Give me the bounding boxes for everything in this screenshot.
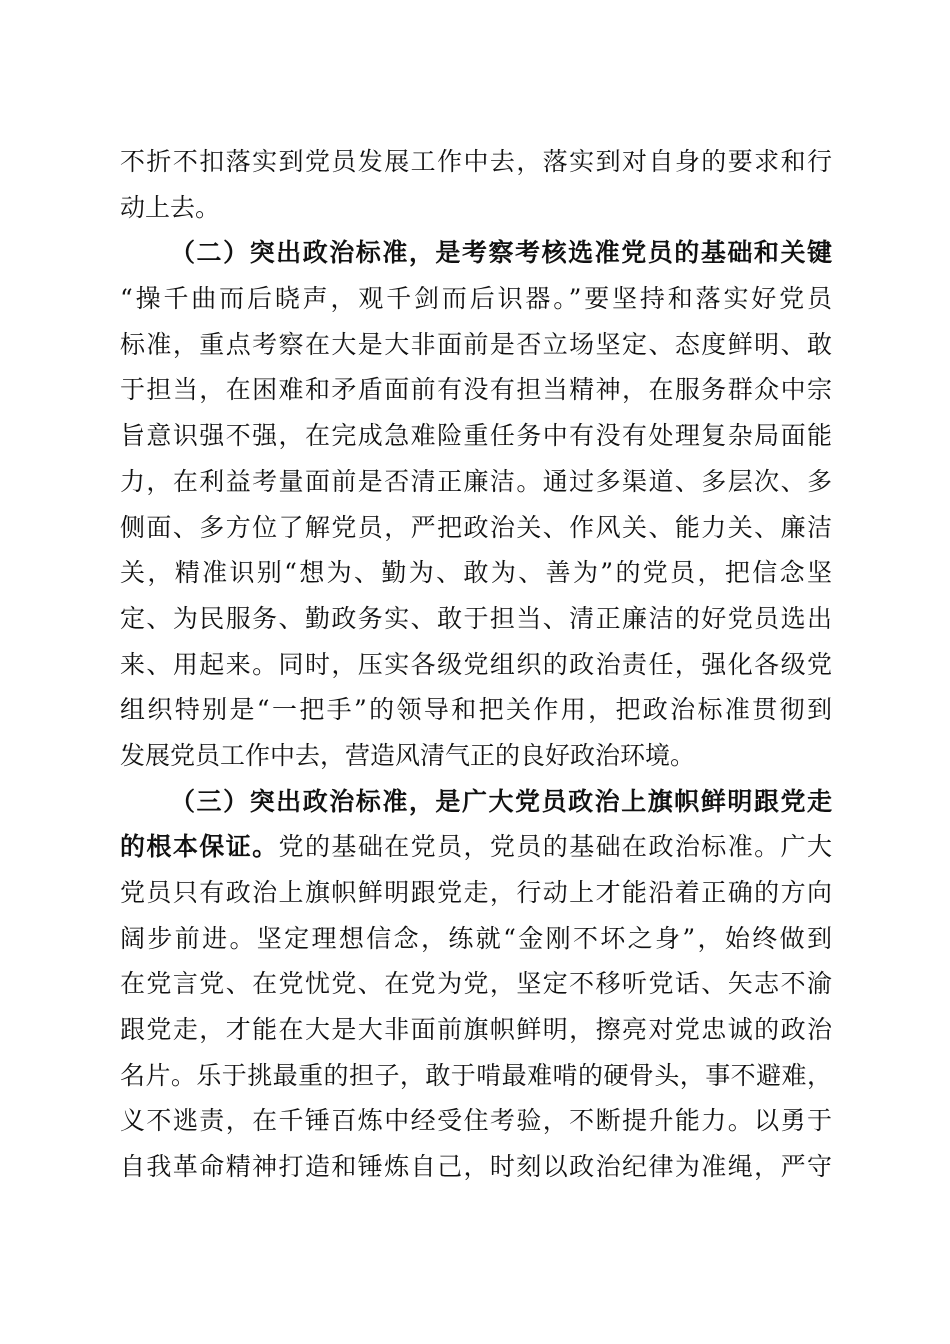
text-line: 于担当，在困难和矛盾面前有没有担当精神，在服务群众中宗 bbox=[120, 375, 832, 405]
text-line: 阔步前进。坚定理想信念，练就“金刚不坏之身”，始终做到 bbox=[120, 923, 832, 953]
text-line: 动上去。 bbox=[120, 192, 221, 222]
text-fragment: 党的基础在党员，党员的基础在政治标准。广大 bbox=[278, 832, 832, 862]
text-line: 发展党员工作中去，营造风清气正的良好政治环境。 bbox=[120, 740, 696, 770]
text-line bbox=[120, 824, 832, 870]
text-line: 来、用起来。同时，压实各级党组织的政治责任，强化各级党 bbox=[120, 649, 832, 679]
text-line: 在党言党、在党忧党、在党为党，坚定不移听党话、矢志不渝 bbox=[120, 969, 832, 999]
document-body bbox=[120, 139, 832, 1190]
text-line: 侧面、多方位了解党员，严把政治关、作风关、能力关、廉洁 bbox=[120, 512, 832, 542]
text-line: 力，在利益考量面前是否清正廉洁。通过多渠道、多层次、多 bbox=[120, 466, 832, 496]
text-line: 义不逃责，在千锤百炼中经受住考验，不断提升能力。以勇于 bbox=[120, 1106, 832, 1136]
section-heading: （二）突出政治标准，是考察考核选准党员的基础和关键 bbox=[170, 238, 832, 268]
text-line: 自我革命精神打造和锤炼自己，时刻以政治纪律为准绳，严守 bbox=[120, 1152, 832, 1182]
text-line: 跟党走，才能在大是大非面前旗帜鲜明，擦亮对党忠诚的政治 bbox=[120, 1015, 832, 1045]
text-line: 不折不扣落实到党员发展工作中去，落实到对自身的要求和行 bbox=[120, 147, 832, 176]
text-line: “操千曲而后晓声，观千剑而后识器。”要坚持和落实好党员 bbox=[120, 284, 832, 314]
section-heading-end: 的根本保证。 bbox=[120, 832, 279, 862]
text-line: 旨意识强不强，在完成急难险重任务中有没有处理复杂局面能 bbox=[120, 421, 832, 451]
text-line: 党员只有政治上旗帜鲜明跟党走，行动上才能沿着正确的方向 bbox=[120, 878, 832, 907]
text-line: 组织特别是“一把手”的领导和把关作用，把政治标准贯彻到 bbox=[120, 695, 832, 725]
text-line: 标准，重点考察在大是大非面前是否立场坚定、态度鲜明、敢 bbox=[120, 329, 832, 359]
text-line: 定、为民服务、勤政务实、敢于担当、清正廉洁的好党员选出 bbox=[120, 603, 832, 633]
text-line: 关，精准识别“想为、勤为、敢为、善为”的党员，把信念坚 bbox=[120, 558, 832, 588]
section-heading: （三）突出政治标准，是广大党员政治上旗帜鲜明跟党走 bbox=[170, 786, 832, 816]
text-line: 名片。乐于挑最重的担子，敢于啃最难啃的硬骨头，事不避难， bbox=[120, 1060, 832, 1090]
